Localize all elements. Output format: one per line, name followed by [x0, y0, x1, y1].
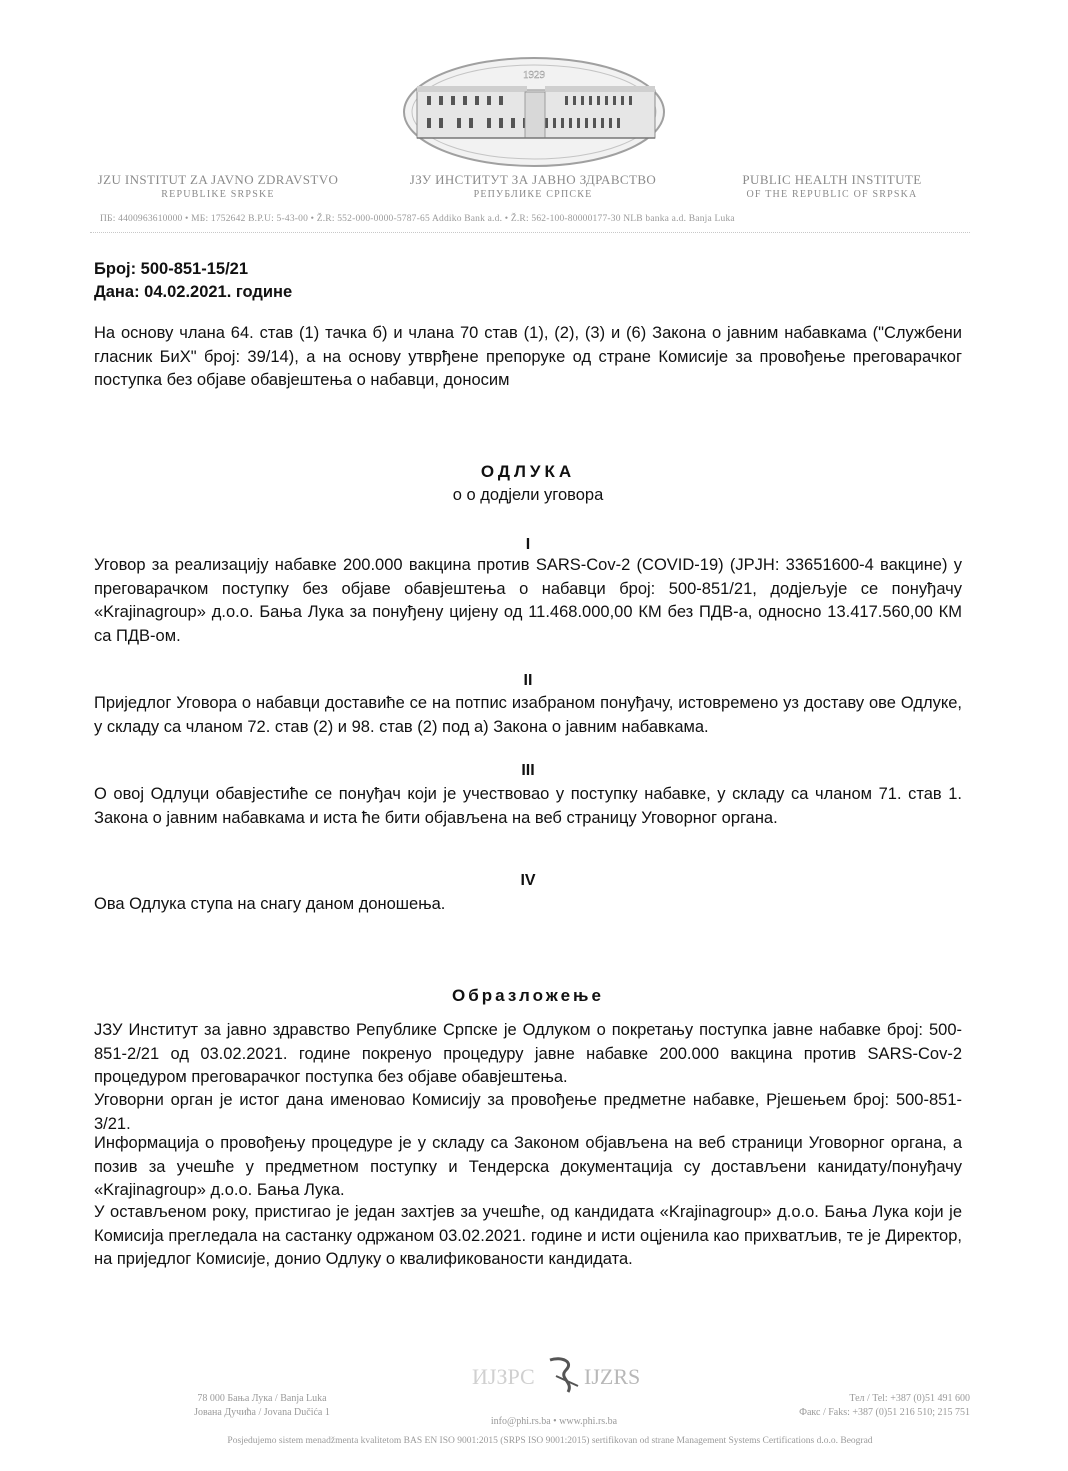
section-2-number: II [523, 672, 533, 689]
letterhead-english [712, 172, 952, 202]
svg-text:ИЈЗРС: ИЈЗРС [472, 1364, 535, 1389]
reasoning-paragraph-1: ЈЗУ Институт за јавно здравство Републике Српске је Одлуком о покретању поступка јавне набавке број: 500-851-2/21 од 03.02.2021. године покренуо процедуру јавне набавке 200.000 вакцина против SARS-Cov-2 процедуром преговарачког поступка без објаве обавјештења. [94, 1021, 962, 1086]
intro-paragraph: На основу члана 64. став (1) тачка б) и члана 70 став (1), (2), (3) и (6) Закона о јавним набавкама ("Службени гласник БиХ" број: 39/14), а на основу утврђене препоруке од стране Комисије за провођење преговарачког поступка без објаве обавјештења о набавци, доносим [94, 324, 962, 389]
decision-title: ОДЛУКА [480, 462, 576, 481]
reasoning-paragraph-3: Информација о провођењу процедуре је у складу са Законом објављена на веб страници Уговорног органа, а позив за учешће у предметном поступку и Тендерска документација су достављени канидату/понуђачу «Krajinagroup» д.о.о. Бања Лука. [94, 1134, 962, 1199]
reasoning-paragraph-4: У остављеном року, пристигао је један захтјев за учешће, од кандидата «Krajinagroup» д.о.о. Бања Лука који је Комисија прегледала на састанку одржаном 03.02.2021. године и исти оцјенила као прихватљив, те је Директор, на приједлог Комисије, донио Одлуку о квалификованости кандидата. [94, 1203, 962, 1268]
footer-phone [730, 1392, 970, 1420]
letterhead-cyrillic-line2: РЕПУБЛИКЕ СРПСКЕ [473, 189, 593, 200]
reasoning-title: Образложење [452, 986, 604, 1005]
decision-subtitle: о о додјели уговора [452, 486, 604, 504]
document-number: Број: 500-851-15/21 [94, 260, 249, 278]
letterhead-cyrillic [388, 172, 678, 202]
footer-logo [462, 1352, 662, 1402]
letterhead-latin [88, 172, 348, 202]
footer-tel: Тел / Tel: +387 (0)51 491 600 [849, 1393, 970, 1404]
reasoning-paragraph-2: Уговорни орган је истог дана именовао Комисију за провођење предметне набавке, Рјешењем број: 500-851-3/21. [94, 1091, 962, 1133]
footer-fax: Факс / Faks: +387 (0)51 216 510; 215 751 [799, 1407, 970, 1418]
letterhead-english-line2: OF THE REPUBLIC OF SRPSKA [746, 189, 918, 200]
footer-address-line2: Јована Дучића / Jovana Dučića 1 [194, 1407, 330, 1418]
footer-address [152, 1392, 372, 1420]
section-3-number: III [521, 762, 535, 779]
letterhead-latin-line2: REPUBLIKE SRPSKE [161, 189, 275, 200]
section-1-number: I [525, 536, 531, 553]
letterhead-latin-line1: JZU INSTITUT ZA JAVNO ZDRAVSTVO [97, 172, 339, 187]
institute-logo [395, 52, 673, 170]
section-4-text: Ова Одлука ступа на снагу даном доношења. [94, 895, 446, 913]
document-date: Дана: 04.02.2021. године [94, 283, 293, 301]
section-2-text: Приједлог Уговора о набавци доставиће се на потпис изабраном понуђачу, истовремено уз доставу ове Одлуке, у складу са чланом 72. став (2) и 98. став (2) под а) Закона о јавним набавкама. [94, 694, 962, 736]
svg-text:IJZRS: IJZRS [584, 1364, 641, 1389]
logo-year: 1929 [523, 69, 545, 81]
letterhead-cyrillic-line1: ЈЗУ ИНСТИТУТ ЗА ЈАВНО ЗДРАВСТВО [409, 172, 657, 187]
footer-certification: Posjedujemo sistem menadžmenta kvalitetom BAS EN ISO 9001:2015 (SRPS ISO 9001:2015) sertifikovan od strane Management Systems Certifications d.o.o. Beograd [227, 1436, 873, 1446]
footer-contact: info@phi.rs.ba • www.phi.rs.ba [490, 1416, 618, 1427]
section-4-number: IV [520, 872, 536, 889]
footer-address-line1: 78 000 Бања Лука / Banja Luka [197, 1393, 327, 1404]
letterhead-divider [90, 232, 970, 234]
section-3-text: О овој Одлуци обавјестиће се понуђач који је учествовао у поступку набавке, у складу са чланом 71. став 1. Закона о јавним набавкама и иста ће бити објављена на веб страницу Уговорног органа. [94, 785, 962, 827]
letterhead-english-line1: PUBLIC HEALTH INSTITUTE [742, 172, 922, 187]
letterhead-registration-ids: ПБ: 4400963610000 • МБ: 1752642 В.Р.U: 5-43-00 • Ž.R: 552-000-0000-5787-65 Addiko Bank a.d. • Ž.R: 562-100-80000177-30 NLB banka a.d. Banja Luka [100, 214, 735, 224]
section-1-text: Уговор за реализацију набавке 200.000 вакцина против SARS-Cov-2 (COVID-19) (JPJH: 33651600-4 вакцине) у преговарачком поступку без објаве обавјештења о набавци број: 500-851/21, додјељује се понуђачу «Krajinagroup» д.о.о. Бања Лука за понуђену цијену од 11.468.000,00 КМ без ПДВ-а, односно 13.417.560,00 КМ са ПДВ-ом. [94, 556, 962, 645]
